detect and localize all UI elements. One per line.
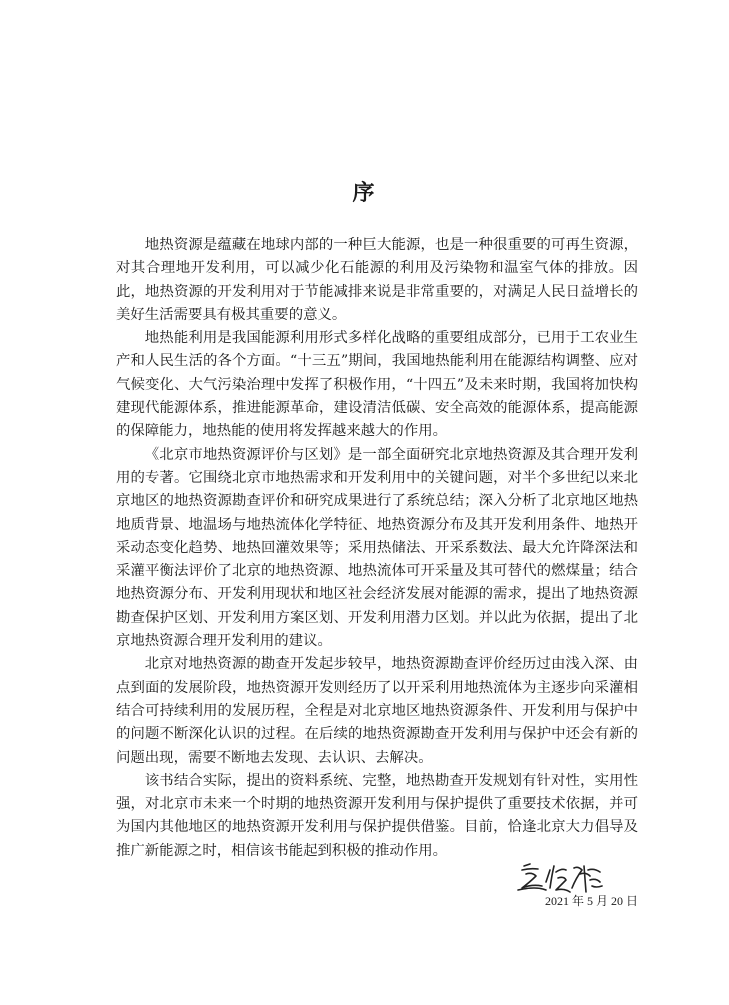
- paragraph: 地热能利用是我国能源利用形式多样化战略的重要组成部分，已用于工农业生产和人民生活的各个方面。“十三五”期间，我国地热能利用在能源结构调整、应对气候变化、大气污染治理中发挥了积极作用，“十四五”及未来时期，我国将加快构建现代能源体系，推进能源革命，建设清洁低碳、安全高效的能源体系，提高能源的保障能力，地热能的使用将发挥越来越大的作用。: [116, 330, 638, 440]
- preface-body: [116, 234, 638, 863]
- paragraph: 《北京市地热资源评价与区划》是一部全面研究北京地热资源及其合理开发利用的专著。它围绕北京市地热需求和开发利用中的关键问题，对半个多世纪以来北京地区的地热资源勘查评价和研究成果进行了系统总结；深入分析了北京地区地热地质背景、地温场与地热流体化学特征、地热资源分布及其开发利用条件、地热开采动态变化趋势、地热回灌效果等；采用热储法、开采系数法、最大允许降深法和采灌平衡法评价了北京的地热资源、地热流体可开采量及其可替代的燃煤量；结合地热资源分布、开发利用现状和地区社会经济发展对能源的需求，提出了地热资源勘查保护区划、开发利用方案区划、开发利用潜力区划。并以此为依据，提出了北京地热资源合理开发利用的建议。: [116, 446, 638, 650]
- page-title: 序: [352, 180, 377, 206]
- handwritten-signature: [516, 860, 606, 896]
- paragraph: 该书结合实际，提出的资料系统、完整，地热勘查开发规划有针对性，实用性强，对北京市未来一个时期的地热资源开发利用与保护提供了重要技术依据，并可为国内其他地区的地热资源开发利用与保护提供借鉴。目前，恰逢北京大力倡导及推广新能源之时，相信该书能起到积极的推动作用。: [116, 772, 638, 859]
- paragraph: 地热资源是蕴藏在地球内部的一种巨大能源，也是一种很重要的可再生资源，对其合理地开发利用，可以减少化石能源的利用及污染物和温室气体的排放。因此，地热资源的开发利用对于节能减排来说是非常重要的，对满足人民日益增长的美好生活需要具有极其重要的意义。: [116, 237, 638, 323]
- signature-date: 2021 年 5 月 20 日: [544, 894, 638, 908]
- paragraph: 北京对地热资源的勘查开发起步较早，地热资源勘查评价经历过由浅入深、由点到面的发展阶段，地热资源开发则经历了以开采利用地热流体为主逐步向采灌相结合可持续利用的发展历程，全程是对北京地区地热资源条件、开发利用与保护中的问题不断深化认识的过程。在后续的地热资源勘查开发利用与保护中还会有新的问题出现，需要不断地去发现、去认识、去解决。: [116, 656, 638, 766]
